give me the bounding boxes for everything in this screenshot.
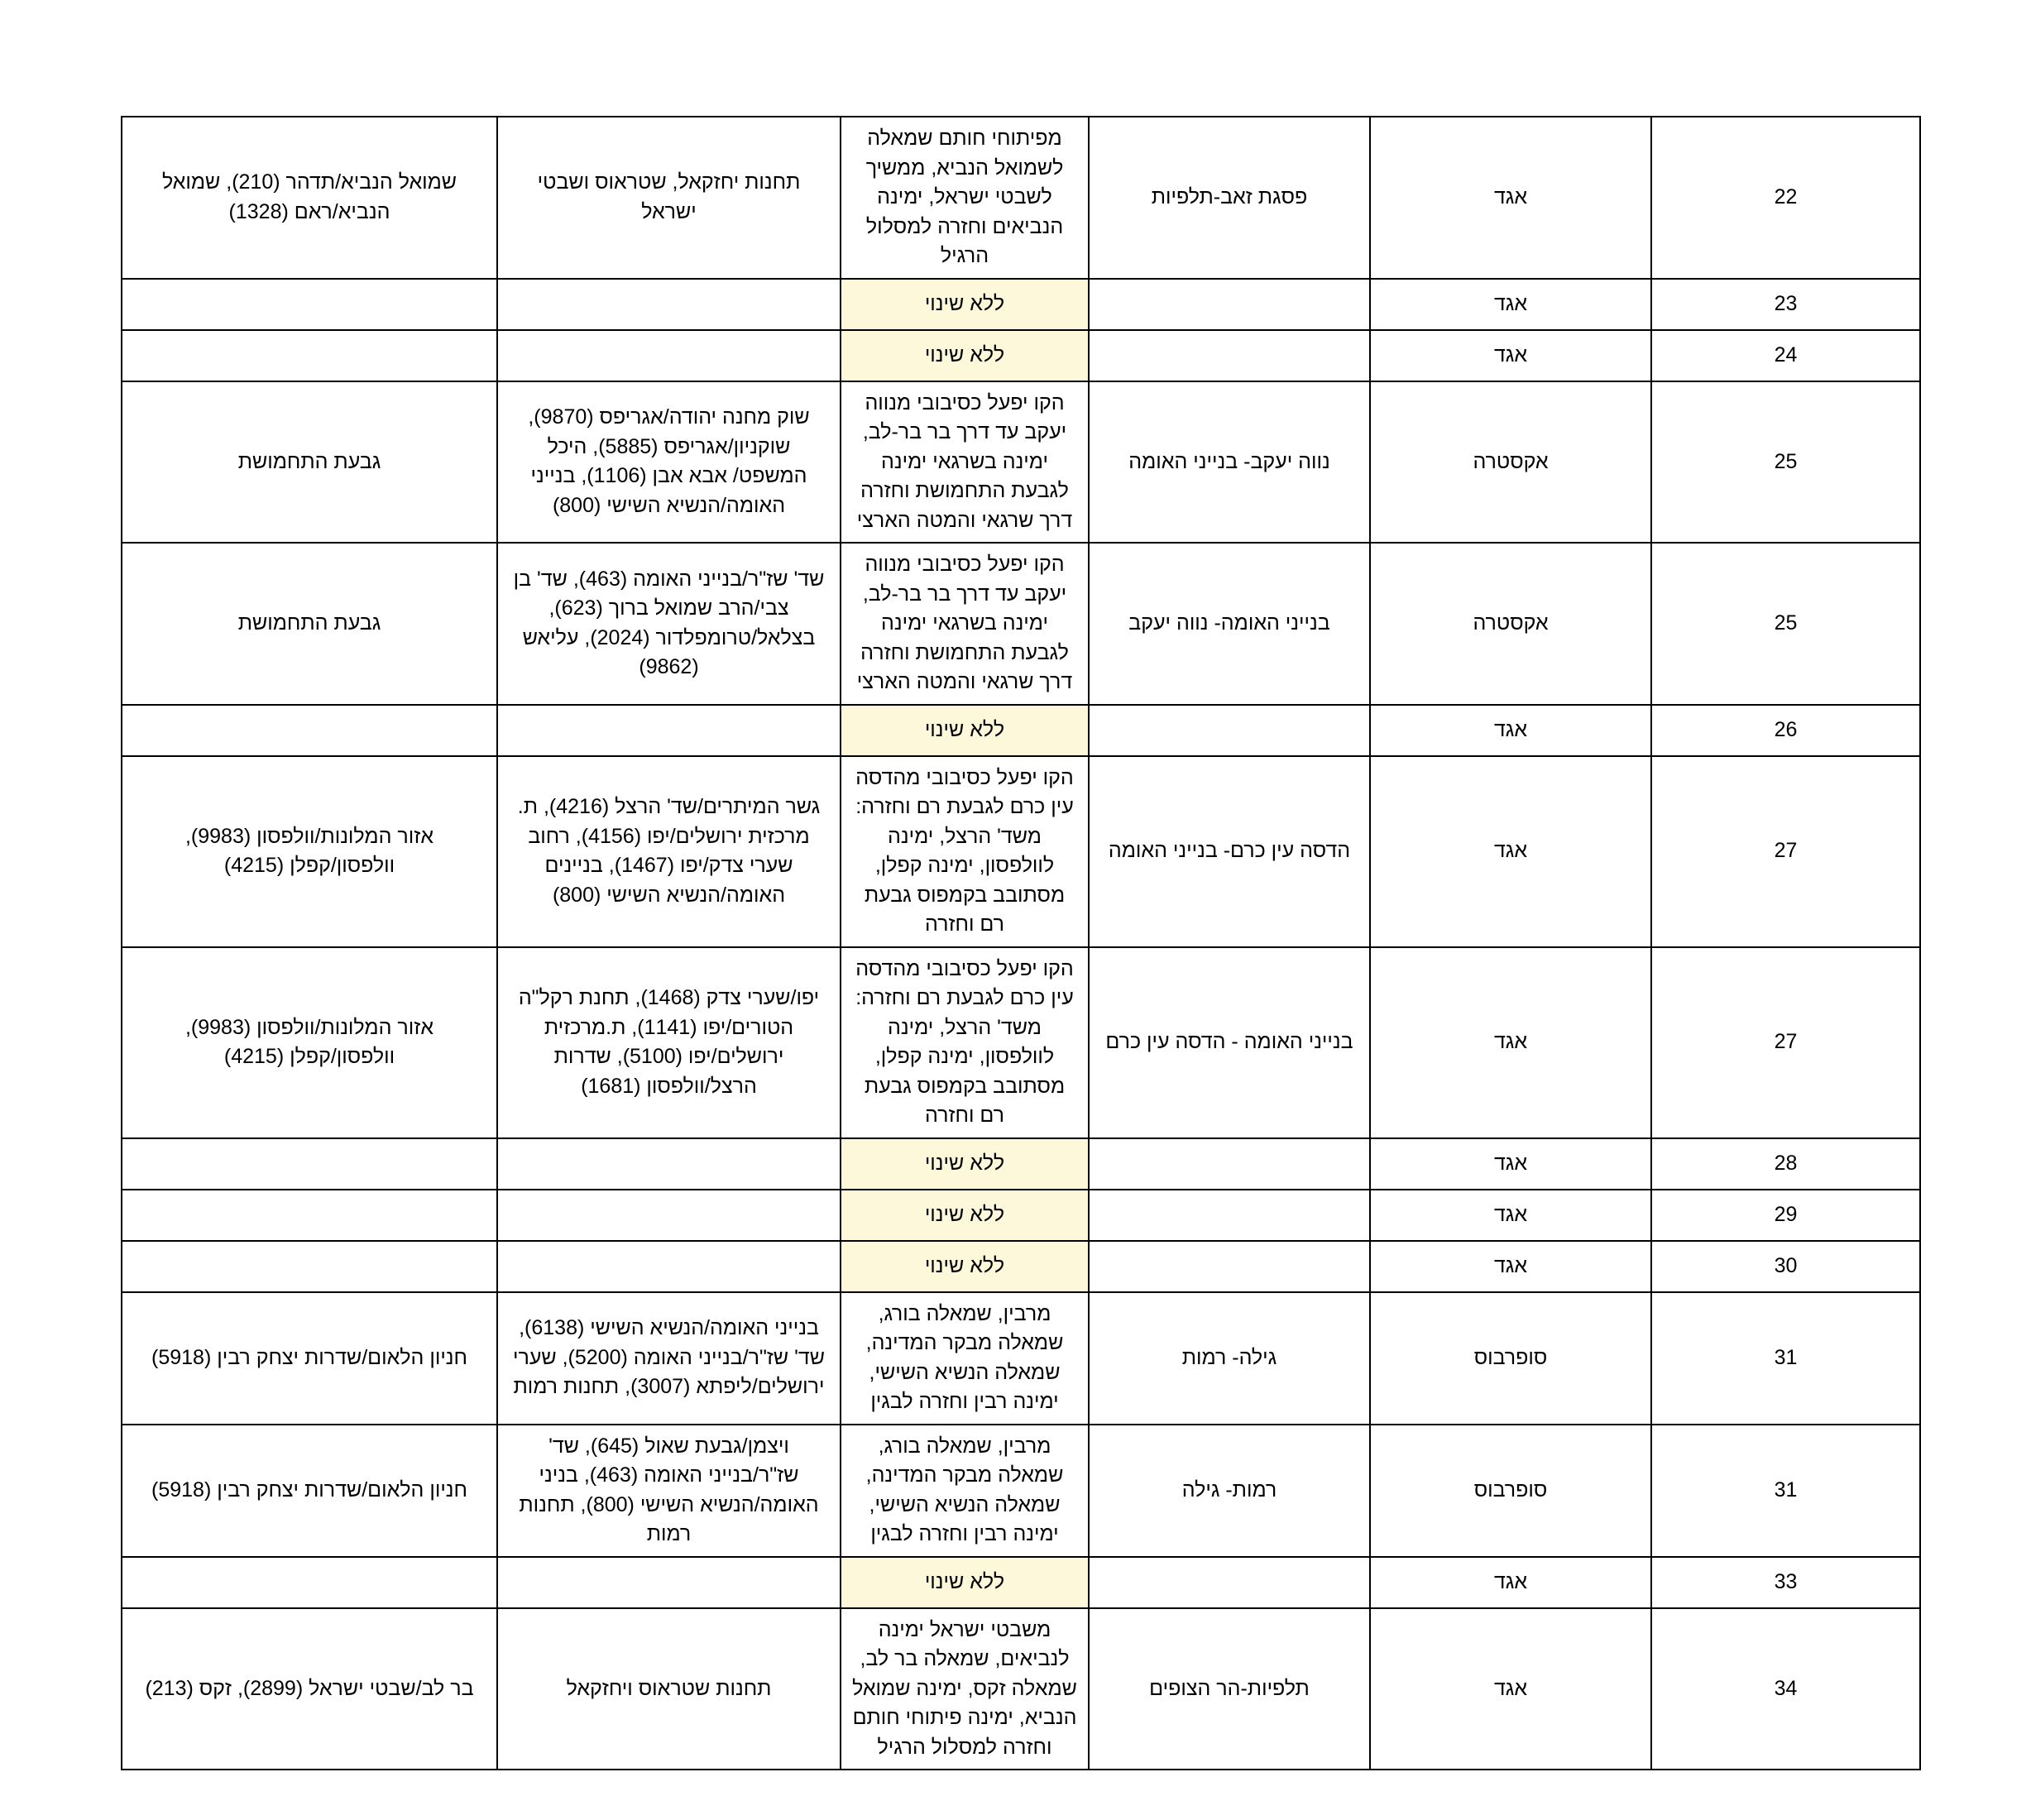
cell-description: מרבין, שמאלה בורג, שמאלה מבקר המדינה, שמאלה הנשיא השישי, ימינה רבין וחזרה לבגין <box>841 1425 1089 1557</box>
cell-description: הקו יפעל כסיבובי מהדסה עין כרם לגבעת רם וחזרה: משד' הרצל, ימינה לוולפסון, ימינה קפלן, מסתובב בקמפוס גבעת רם וחזרה <box>841 756 1089 947</box>
cell-description: משבטי ישראל ימינה לנביאים, שמאלה בר לב, שמאלה זקס, ימינה שמואל הנביא, ימינה פיתוחי חותם וחזרה למסלול הרגיל <box>841 1608 1089 1770</box>
cell-route <box>1089 705 1370 756</box>
cell-stops: שוק מחנה יהודה/אגריפס (9870), שוקניון/אגריפס (5885), היכל המשפט/ אבא אבן (1106), בנייני האומה/הנשיא השישי (800) <box>497 381 841 544</box>
table-row <box>122 756 1920 947</box>
table-row <box>122 1608 1920 1770</box>
cell-line-number: 22 <box>1651 117 1920 279</box>
table-row <box>122 1190 1920 1241</box>
empty-cell <box>508 355 830 356</box>
routes-table-container <box>122 116 1921 1770</box>
empty-cell <box>1099 1214 1359 1215</box>
table-row <box>122 1241 1920 1292</box>
cell-route: רמות- גילה <box>1089 1425 1370 1557</box>
cell-operator: אקסטרה <box>1370 543 1651 705</box>
cell-stops: תחנות יחזקאל, שטראוס ושבטי ישראל <box>497 117 841 279</box>
cell-line-number: 31 <box>1651 1425 1920 1557</box>
empty-cell <box>1099 1163 1359 1164</box>
cell-route <box>1089 1138 1370 1190</box>
cell-stops <box>497 1138 841 1190</box>
cell-description: מרבין, שמאלה בורג, שמאלה מבקר המדינה, שמאלה הנשיא השישי, ימינה רבין וחזרה לבגין <box>841 1292 1089 1425</box>
table-row <box>122 705 1920 756</box>
cell-operator: אגד <box>1370 1190 1651 1241</box>
cell-stops <box>497 1241 841 1292</box>
cell-operator: אגד <box>1370 705 1651 756</box>
table-row <box>122 1425 1920 1557</box>
table-row <box>122 279 1920 330</box>
cell-description: ללא שינוי <box>841 1241 1089 1292</box>
cell-area <box>122 1241 497 1292</box>
cell-stops: תחנות שטראוס ויחזקאל <box>497 1608 841 1770</box>
cell-route: נווה יעקב- בנייני האומה <box>1089 381 1370 544</box>
cell-stops <box>497 330 841 381</box>
cell-stops <box>497 1557 841 1608</box>
cell-description: הקו יפעל כסיבובי מנווה יעקב עד דרך בר בר-לב, ימינה בשרגאי ימינה לגבעת התחמושת וחזרה דרך שרגאי והמטה הארצי <box>841 543 1089 705</box>
table-row <box>122 543 1920 705</box>
cell-line-number: 28 <box>1651 1138 1920 1190</box>
cell-area: אזור המלונות/וולפסון (9983), וולפסון/קפלן (4215) <box>122 947 497 1138</box>
cell-description: הקו יפעל כסיבובי מנווה יעקב עד דרך בר בר-לב, ימינה בשרגאי ימינה לגבעת התחמושת וחזרה דרך שרגאי והמטה הארצי <box>841 381 1089 544</box>
cell-area: חניון הלאום/שדרות יצחק רבין (5918) <box>122 1292 497 1425</box>
table-row <box>122 1138 1920 1190</box>
cell-line-number: 26 <box>1651 705 1920 756</box>
cell-route: הדסה עין כרם- בנייני האומה <box>1089 756 1370 947</box>
table-row <box>122 1557 1920 1608</box>
cell-area: בר לב/שבטי ישראל (2899), זקס (213) <box>122 1608 497 1770</box>
cell-area: גבעת התחמושת <box>122 543 497 705</box>
empty-cell <box>132 355 486 356</box>
cell-route <box>1089 279 1370 330</box>
cell-area <box>122 330 497 381</box>
empty-cell <box>508 1214 830 1215</box>
table-row <box>122 381 1920 544</box>
cell-stops: יפו/שערי צדק (1468), תחנת רקל"ה הטורים/יפו (1141), ת.מרכזית ירושלים/יפו (5100), שדרות הרצל/וולפסון (1681) <box>497 947 841 1138</box>
cell-operator: אגד <box>1370 1608 1651 1770</box>
empty-cell <box>132 1214 486 1215</box>
empty-cell <box>1099 355 1359 356</box>
cell-line-number: 31 <box>1651 1292 1920 1425</box>
cell-operator: אגד <box>1370 947 1651 1138</box>
cell-line-number: 25 <box>1651 543 1920 705</box>
empty-cell <box>508 1163 830 1164</box>
empty-cell <box>1099 1266 1359 1267</box>
empty-cell <box>132 1266 486 1267</box>
cell-operator: אגד <box>1370 1557 1651 1608</box>
cell-description: ללא שינוי <box>841 1138 1089 1190</box>
cell-operator: אגד <box>1370 1241 1651 1292</box>
cell-route <box>1089 1557 1370 1608</box>
cell-stops: שד' שז"ר/בנייני האומה (463), שד' בן צבי/הרב שמואל ברוך (623), בצלאל/טרומפלדור (2024), עליאש (9862) <box>497 543 841 705</box>
table-row <box>122 947 1920 1138</box>
cell-description: הקו יפעל כסיבובי מהדסה עין כרם לגבעת רם וחזרה: משד' הרצל, ימינה לוולפסון, ימינה קפלן, מסתובב בקמפוס גבעת רם וחזרה <box>841 947 1089 1138</box>
cell-description: ללא שינוי <box>841 705 1089 756</box>
cell-stops <box>497 705 841 756</box>
cell-operator: אגד <box>1370 117 1651 279</box>
cell-line-number: 34 <box>1651 1608 1920 1770</box>
empty-cell <box>1099 1582 1359 1583</box>
cell-route: תלפיות-הר הצופים <box>1089 1608 1370 1770</box>
cell-route: בנייני האומה- נווה יעקב <box>1089 543 1370 705</box>
cell-route <box>1089 330 1370 381</box>
cell-route: גילה- רמות <box>1089 1292 1370 1425</box>
cell-area <box>122 279 497 330</box>
cell-stops <box>497 279 841 330</box>
cell-operator: אגד <box>1370 279 1651 330</box>
cell-operator: אגד <box>1370 330 1651 381</box>
cell-stops: בנייני האומה/הנשיא השישי (6138), שד' שז"ר/בנייני האומה (5200), שערי ירושלים/ליפתא (3007), תחנות רמות <box>497 1292 841 1425</box>
empty-cell <box>132 1582 486 1583</box>
cell-description: ללא שינוי <box>841 279 1089 330</box>
cell-line-number: 27 <box>1651 947 1920 1138</box>
cell-operator: אגד <box>1370 756 1651 947</box>
cell-operator: סופרבוס <box>1370 1425 1651 1557</box>
cell-area <box>122 1190 497 1241</box>
cell-line-number: 23 <box>1651 279 1920 330</box>
cell-area: שמואל הנביא/תדהר (210), שמואל הנביא/ראם (1328) <box>122 117 497 279</box>
cell-stops <box>497 1190 841 1241</box>
cell-area <box>122 705 497 756</box>
cell-stops: גשר המיתרים/שד' הרצל (4216), ת. מרכזית ירושלים/יפו (4156), רחוב שערי צדק/יפו (1467), בניינים האומה/הנשיא השישי (800) <box>497 756 841 947</box>
empty-cell <box>508 1266 830 1267</box>
cell-route <box>1089 1241 1370 1292</box>
cell-line-number: 25 <box>1651 381 1920 544</box>
cell-stops: ויצמן/גבעת שאול (645), שד' שז"ר/בנייני האומה (463), בניני האומה/הנשיא השישי (800), תחנות רמות <box>497 1425 841 1557</box>
cell-description: ללא שינוי <box>841 1557 1089 1608</box>
table-row <box>122 117 1920 279</box>
cell-line-number: 29 <box>1651 1190 1920 1241</box>
cell-area: חניון הלאום/שדרות יצחק רבין (5918) <box>122 1425 497 1557</box>
cell-line-number: 33 <box>1651 1557 1920 1608</box>
routes-table-body <box>122 117 1920 1770</box>
cell-route: פסגת זאב-תלפיות <box>1089 117 1370 279</box>
cell-route <box>1089 1190 1370 1241</box>
table-row <box>122 1292 1920 1425</box>
cell-area: גבעת התחמושת <box>122 381 497 544</box>
cell-operator: סופרבוס <box>1370 1292 1651 1425</box>
empty-cell <box>508 1582 830 1583</box>
cell-area: אזור המלונות/וולפסון (9983), וולפסון/קפלן (4215) <box>122 756 497 947</box>
cell-line-number: 30 <box>1651 1241 1920 1292</box>
cell-description: ללא שינוי <box>841 330 1089 381</box>
empty-cell <box>132 1163 486 1164</box>
cell-operator: אקסטרה <box>1370 381 1651 544</box>
cell-area <box>122 1557 497 1608</box>
table-row <box>122 330 1920 381</box>
cell-description: מפיתוחי חותם שמאלה לשמואל הנביא, ממשיך לשבטי ישראל, ימינה הנביאים וחזרה למסלול הרגיל <box>841 117 1089 279</box>
cell-description: ללא שינוי <box>841 1190 1089 1241</box>
cell-line-number: 24 <box>1651 330 1920 381</box>
routes-table <box>121 116 1921 1770</box>
cell-route: בנייני האומה - הדסה עין כרם <box>1089 947 1370 1138</box>
cell-area <box>122 1138 497 1190</box>
cell-line-number: 27 <box>1651 756 1920 947</box>
cell-operator: אגד <box>1370 1138 1651 1190</box>
